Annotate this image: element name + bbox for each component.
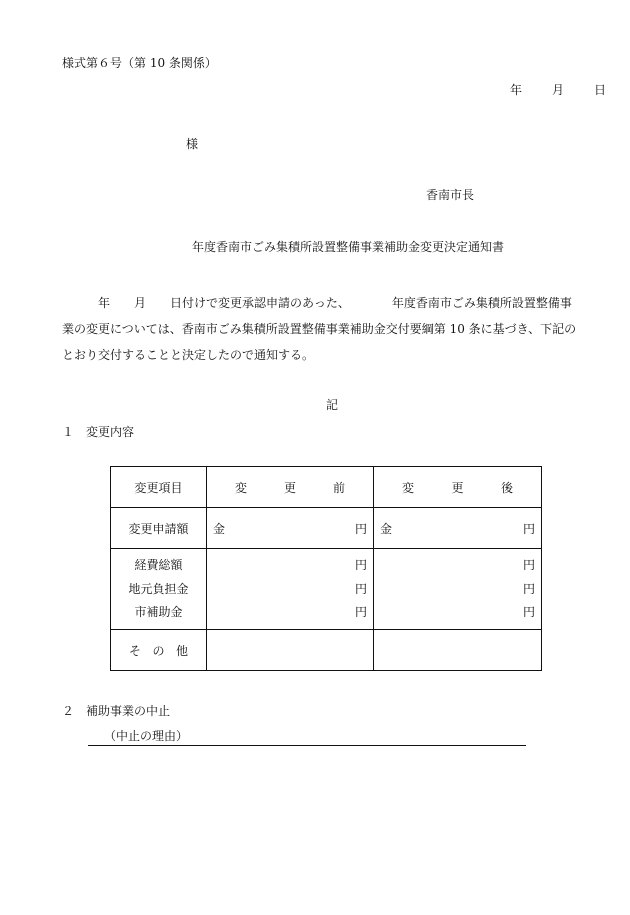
table-row — [111, 630, 542, 671]
date-month: 月 — [552, 83, 565, 97]
body-line-2: 業の変更については、香南市ごみ集積所設置整備事業補助金交付要綱第 10 条に基づき、下記の — [62, 322, 577, 336]
reason-line — [88, 727, 526, 746]
date-line — [510, 81, 606, 98]
change-table — [110, 466, 542, 671]
sender: 香南市長 — [426, 188, 475, 202]
detail-label-city: 市補助金 — [134, 605, 183, 619]
body-paragraph — [62, 290, 608, 368]
other-label: そ の 他 — [111, 630, 207, 671]
form-number: 様式第６号（第 10 条関係） — [62, 56, 217, 70]
date-year: 年 — [510, 83, 523, 97]
date-day: 日 — [594, 83, 607, 97]
detail-labels — [111, 549, 207, 630]
body-line-1: 年 月 日付けで変更承認申請のあった、 年度香南市ごみ集積所設置整備事 — [98, 296, 572, 310]
request-label: 変更申請額 — [111, 508, 207, 549]
header-before: 変 更 前 — [207, 467, 374, 508]
reason-label: （中止の理由） — [104, 729, 189, 743]
detail-before-cell: 円 円 円 — [207, 549, 374, 630]
addressee: 様 — [186, 137, 199, 151]
request-before-cell: 金 円 — [207, 508, 374, 549]
ki-heading: 記 — [326, 398, 339, 412]
detail-label-total: 経費総額 — [134, 558, 183, 572]
request-after-cell: 金 円 — [374, 508, 542, 549]
document-title: 年度香南市ごみ集積所設置整備事業補助金変更決定通知書 — [192, 240, 505, 254]
header-item: 変更項目 — [111, 467, 207, 508]
header-after: 変 更 後 — [374, 467, 542, 508]
section-2-heading: ２ 補助事業の中止 — [62, 704, 171, 718]
section-1-heading: １ 変更内容 — [62, 425, 135, 439]
table-header-row — [111, 467, 542, 508]
detail-after-cell: 円 円 円 — [374, 549, 542, 630]
other-after-cell — [374, 630, 542, 671]
body-line-3: とおり交付することと決定したので通知する。 — [62, 348, 315, 362]
other-before-cell — [207, 630, 374, 671]
table-row — [111, 549, 542, 630]
detail-label-local: 地元負担金 — [128, 581, 189, 596]
table-row — [111, 508, 542, 549]
